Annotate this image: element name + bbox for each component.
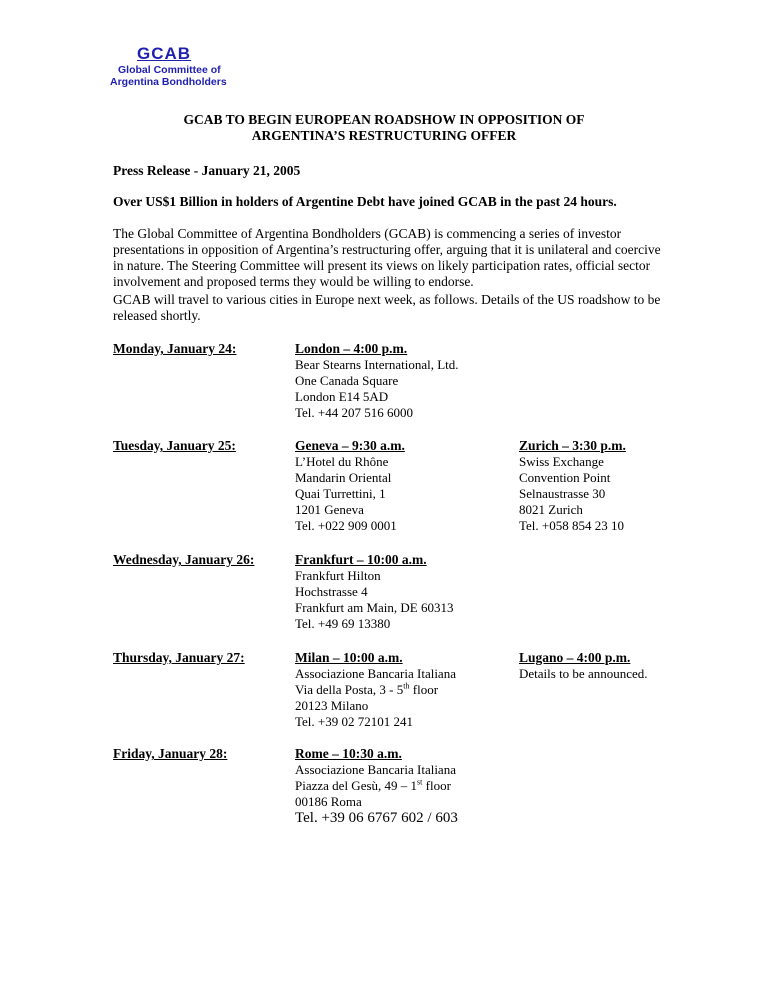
- venue-line: Hochstrasse 4: [295, 584, 368, 599]
- paragraph-intro: The Global Committee of Argentina Bondholders (GCAB) is commencing a series of investor presentations in opposition of Argentina’s restructuring offer, arguing that it is unilateral and coercive in nature. The Steering Committee will present its views on likely participation rates, official sector involvement and proposed terms they would be willing to endorse.: [113, 226, 661, 289]
- venue-city: Milan – 10:00 a.m.: [295, 650, 403, 665]
- floor-ordinal: th: [403, 681, 410, 691]
- paragraph-travel: GCAB will travel to various cities in Europe next week, as follows. Details of the US roadshow to be released shortly.: [113, 292, 661, 323]
- day-tuesday: Tuesday, January 25:: [113, 438, 236, 453]
- venue-city: Geneva – 9:30 a.m.: [295, 438, 405, 453]
- day-friday: Friday, January 28:: [113, 746, 228, 761]
- venue-line: Tel. +39 06 6767 602 / 603: [295, 810, 458, 826]
- headline: [0, 112, 768, 144]
- floor-suffix: floor: [422, 778, 451, 793]
- venue-line: 00186 Roma: [295, 794, 362, 809]
- venue-line: 1201 Geneva: [295, 502, 364, 517]
- venue-line: Tel. +44 207 516 6000: [295, 405, 413, 420]
- venue-street: Piazza del Gesù, 49 – 1: [295, 778, 418, 793]
- floor-ordinal: st: [417, 777, 423, 787]
- venue-milan: [295, 650, 456, 730]
- venue-line: One Canada Square: [295, 373, 399, 388]
- logo-line-1: Global Committee of: [118, 64, 221, 76]
- release-line: Press Release - January 21, 2005: [113, 163, 301, 178]
- subhead: Over US$1 Billion in holders of Argentine Debt have joined GCAB in the past 24 hours.: [113, 194, 617, 209]
- venue-line: Tel. +49 69 13380: [295, 616, 391, 631]
- venue-geneva: [295, 438, 405, 534]
- venue-city: Frankfurt – 10:00 a.m.: [295, 552, 427, 567]
- headline-line-1: GCAB TO BEGIN EUROPEAN ROADSHOW IN OPPOSITION OF: [183, 112, 585, 127]
- venue-line: Associazione Bancaria Italiana: [295, 762, 456, 777]
- headline-line-2: ARGENTINA’S RESTRUCTURING OFFER: [251, 128, 517, 143]
- venue-line: Convention Point: [519, 470, 611, 485]
- venue-city: London – 4:00 p.m.: [295, 341, 408, 356]
- venue-frankfurt: [295, 552, 454, 632]
- venue-rome: [295, 746, 458, 826]
- venue-line: Frankfurt am Main, DE 60313: [295, 600, 454, 615]
- day-wednesday: Wednesday, January 26:: [113, 552, 255, 567]
- venue-zurich: [519, 438, 626, 534]
- venue-line: Swiss Exchange: [519, 454, 604, 469]
- venue-city: Lugano – 4:00 p.m.: [519, 650, 631, 665]
- venue-city: Rome – 10:30 a.m.: [295, 746, 402, 761]
- venue-line: Selnaustrasse 30: [519, 486, 606, 501]
- venue-line: 20123 Milano: [295, 698, 369, 713]
- venue-street: Via della Posta, 3 - 5: [295, 682, 404, 697]
- venue-line: London E14 5AD: [295, 389, 389, 404]
- venue-city: Zurich – 3:30 p.m.: [519, 438, 626, 453]
- venue-line: L’Hotel du Rhône: [295, 454, 389, 469]
- venue-line: Associazione Bancaria Italiana: [295, 666, 456, 681]
- venue-line: 8021 Zurich: [519, 502, 583, 517]
- venue-lugano: [519, 650, 648, 682]
- venue-line: Tel. +058 854 23 10: [519, 518, 624, 533]
- venue-line: Details to be announced.: [519, 666, 648, 681]
- logo-line-2: Argentina Bondholders: [110, 76, 227, 88]
- venue-line-floor: [295, 778, 458, 794]
- venue-line: Tel. +39 02 72101 241: [295, 714, 413, 729]
- floor-suffix: floor: [409, 682, 439, 697]
- venue-line: Mandarin Oriental: [295, 470, 392, 485]
- venue-line-floor: [295, 682, 456, 698]
- venue-line: Quai Turrettini, 1: [295, 486, 386, 501]
- day-monday: Monday, January 24:: [113, 341, 237, 356]
- logo-mark: GCAB: [137, 44, 192, 63]
- venue-london: [295, 341, 459, 421]
- venue-line: Frankfurt Hilton: [295, 568, 381, 583]
- logo-subtitle: [110, 64, 227, 88]
- gcab-logo: [110, 44, 227, 88]
- venue-line: Bear Stearns International, Ltd.: [295, 357, 459, 372]
- day-thursday: Thursday, January 27:: [113, 650, 245, 665]
- venue-line: Tel. +022 909 0001: [295, 518, 397, 533]
